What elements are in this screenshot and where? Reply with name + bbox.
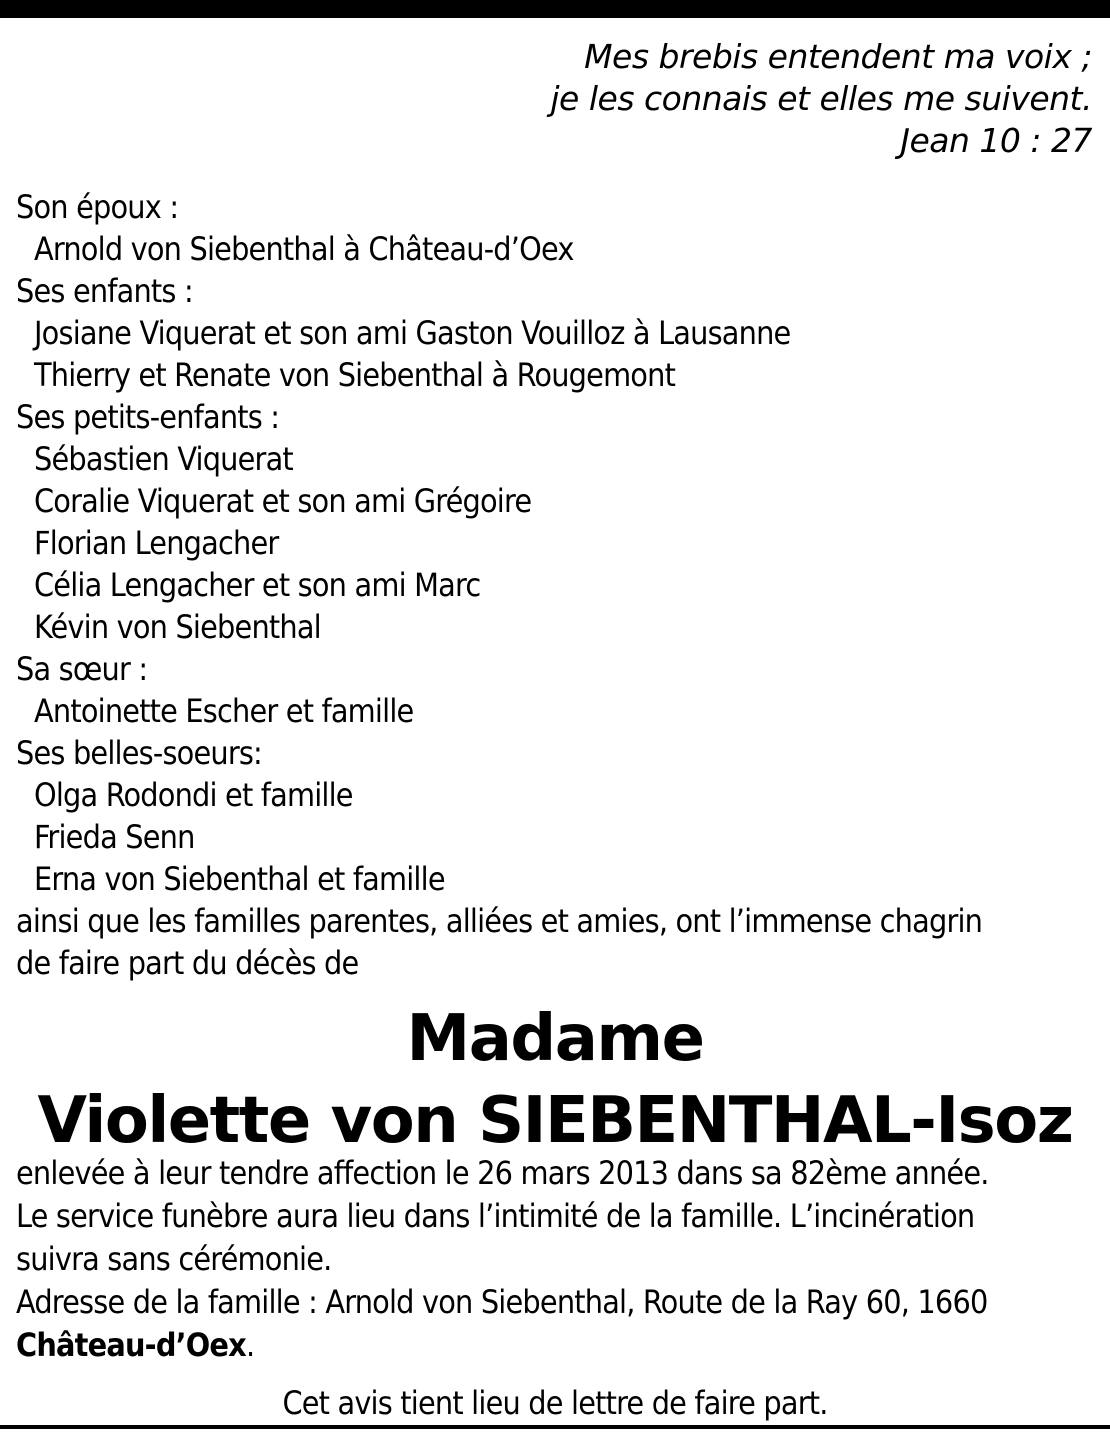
details-line-1: enlevée à leur tendre affection le 26 mars 2013 dans sa 82ème année. bbox=[16, 1154, 989, 1192]
family-heading-spouse: Son époux : bbox=[16, 188, 179, 226]
announcement-line-2: de faire part du décès de bbox=[16, 944, 359, 982]
family-member: Sébastien Viquerat bbox=[34, 440, 293, 478]
family-list bbox=[16, 186, 1094, 984]
family-member: Antoinette Escher et famille bbox=[34, 692, 414, 730]
family-member: Arnold von Siebenthal à Château-d’Oex bbox=[34, 230, 574, 268]
verse-line-2: je les connais et elles me suivent. bbox=[550, 79, 1092, 118]
details-line-2: Le service funèbre aura lieu dans l’intimité de la famille. L’incinération bbox=[16, 1197, 975, 1235]
family-member: Olga Rodondi et famille bbox=[34, 776, 353, 814]
deceased-name-block bbox=[0, 998, 1110, 1162]
top-border-rule bbox=[0, 0, 1110, 18]
address-city: Château-d’Oex bbox=[16, 1326, 246, 1364]
family-member: Coralie Viquerat et son ami Grégoire bbox=[34, 482, 532, 520]
address-end: . bbox=[245, 1326, 255, 1364]
family-member: Frieda Senn bbox=[34, 818, 195, 856]
bottom-border-rule bbox=[0, 1425, 1110, 1429]
family-member: Erna von Siebenthal et famille bbox=[34, 860, 445, 898]
family-member: Célia Lengacher et son ami Marc bbox=[34, 566, 481, 604]
family-heading-children: Ses enfants : bbox=[16, 272, 193, 310]
family-member: Kévin von Siebenthal bbox=[34, 608, 321, 646]
family-member: Florian Lengacher bbox=[34, 524, 279, 562]
family-member: Josiane Viquerat et son ami Gaston Vouilloz à Lausanne bbox=[34, 314, 791, 352]
deceased-title: Madame bbox=[406, 1002, 704, 1076]
family-heading-grandchildren: Ses petits-enfants : bbox=[16, 398, 280, 436]
bible-verse bbox=[550, 36, 1092, 162]
details-line-3: suivra sans cérémonie. bbox=[16, 1240, 332, 1278]
announcement-line-1: ainsi que les familles parentes, alliées et amies, ont l’immense chagrin bbox=[16, 902, 983, 940]
family-member: Thierry et Renate von Siebenthal à Rougemont bbox=[34, 356, 676, 394]
family-heading-sisters-in-law: Ses belles-soeurs: bbox=[16, 734, 262, 772]
deceased-name: Violette von SIEBENTHAL-Isoz bbox=[37, 1084, 1073, 1158]
address-city-line bbox=[16, 1324, 1094, 1367]
footer-note: Cet avis tient lieu de lettre de faire part. bbox=[282, 1384, 828, 1422]
family-heading-sister: Sa sœur : bbox=[16, 650, 148, 688]
verse-reference: Jean 10 : 27 bbox=[900, 121, 1092, 160]
address-line: Adresse de la famille : Arnold von Siebenthal, Route de la Ray 60, 1660 bbox=[16, 1283, 988, 1321]
verse-line-1: Mes brebis entendent ma voix ; bbox=[584, 37, 1092, 76]
funeral-details bbox=[16, 1152, 1094, 1367]
